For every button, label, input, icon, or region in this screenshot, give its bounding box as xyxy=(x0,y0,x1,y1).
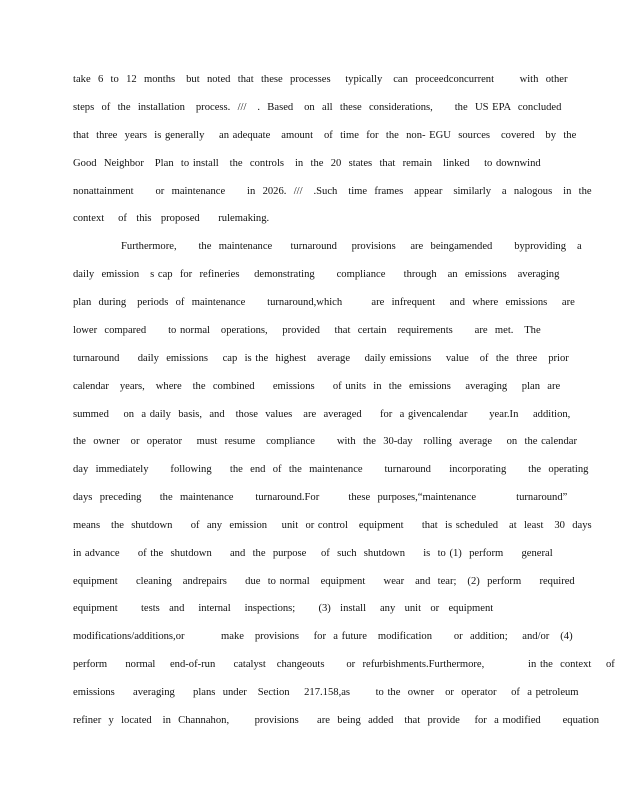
body-text-line: plan during periods of maintenance turnaround,which are infrequent and where emissions are xyxy=(73,297,575,308)
paragraph-first-line: Furthermore, the maintenance turnaround provisions are beingamended byproviding a xyxy=(121,241,582,252)
body-text-line: context of this proposed rulemaking. xyxy=(73,213,270,224)
body-text-line: emissions averaging plans under Section 217.158,as to the owner or operator of a petroleum xyxy=(73,687,579,698)
body-text-line: equipment cleaning andrepairs due to normal equipment wear and tear; (2) perform required xyxy=(73,576,575,587)
body-text-line: means the shutdown of any emission unit or control equipment that is scheduled at least 30 days xyxy=(73,520,592,531)
body-text-line: summed on a daily basis, and those values are averaged for a givencalendar year.In addition, xyxy=(73,409,571,420)
body-text-line: day immediately following the end of the maintenance turnaround incorporating the operating xyxy=(73,464,589,475)
body-text-line: nonattainment or maintenance in 2026. /// .Such time frames appear similarly a nalogous in the xyxy=(73,186,592,197)
body-text-line: take 6 to 12 months but noted that these processes typically can proceedconcurrent with other xyxy=(73,74,568,85)
body-text-line: perform normal end-of-run catalyst changeouts or refurbishments.Furthermore, in the context of xyxy=(73,659,615,670)
body-text-line: that three years is generally an adequate amount of time for the non- EGU sources covered by the xyxy=(73,130,577,141)
body-text-line: turnaround daily emissions cap is the highest average daily emissions value of the three prior xyxy=(73,353,569,364)
body-text-line: refiner y located in Channahon, provisions are being added that provide for a modified equation xyxy=(73,715,600,726)
body-text-line: modifications/additions,or make provisions for a future modification or addition; and/or (4) xyxy=(73,631,573,642)
body-text-line: steps of the installation process. /// . Based on all these considerations, the US EPA concluded xyxy=(73,102,562,113)
body-text-line: calendar years, where the combined emissions of units in the emissions averaging plan are xyxy=(73,381,561,392)
body-text-line: days preceding the maintenance turnaround.For these purposes,“maintenance turnaround” xyxy=(73,492,568,503)
body-text-line: the owner or operator must resume compliance with the 30-day rolling average on the calendar xyxy=(73,436,577,447)
body-text-line: Good Neighbor Plan to install the controls in the 20 states that remain linked to downwind xyxy=(73,158,541,169)
body-text-line: in advance of the shutdown and the purpose of such shutdown is to (1) perform general xyxy=(73,548,553,559)
body-text-line: daily emission s cap for refineries demonstrating compliance through an emissions averaging xyxy=(73,269,560,280)
body-text-line: equipment tests and internal inspections; (3) install any unit or equipment xyxy=(73,603,494,614)
body-text-line: lower compared to normal operations, provided that certain requirements are met. The xyxy=(73,325,541,336)
